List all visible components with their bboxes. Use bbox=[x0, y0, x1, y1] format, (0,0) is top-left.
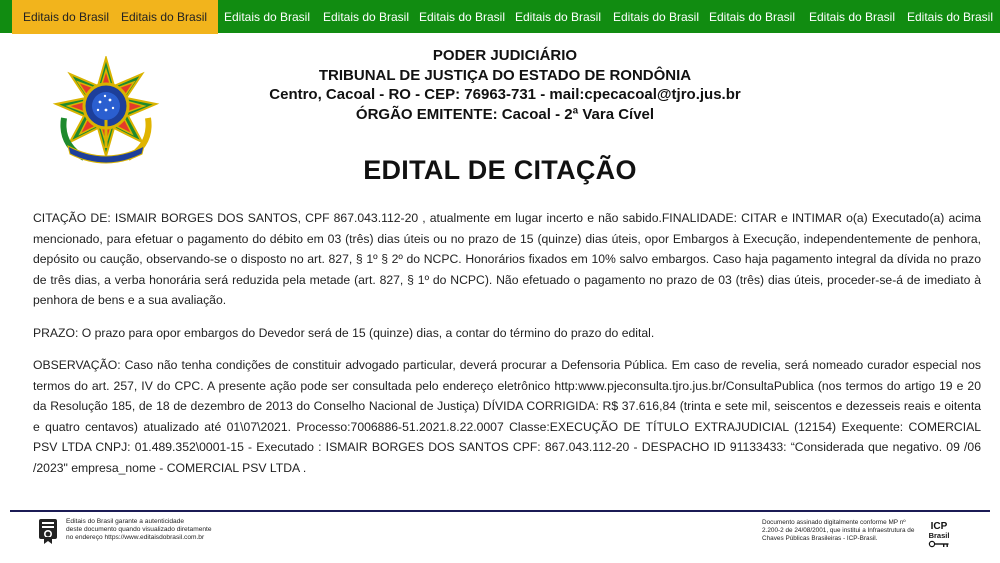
nav-tab-9[interactable]: Editais do Brasil bbox=[808, 9, 896, 24]
icp-logo-top: ICP bbox=[930, 521, 948, 532]
nav-tab-group-active bbox=[12, 0, 218, 34]
footer-right-line: 2.200-2 de 24/08/2001, que institui a Infraestrutura de bbox=[762, 527, 915, 534]
header-line-address: Centro, Cacoal - RO - CEP: 76963-731 - mail:cpecacoal@tjro.jus.br bbox=[269, 86, 741, 103]
footer-left-line: no endereço https://www.editaisdobrasil.com.br bbox=[66, 534, 205, 542]
header-line-issuer: ÓRGÃO EMITENTE: Cacoal - 2ª Vara Cível bbox=[355, 105, 655, 123]
paragraph-observation: OBSERVAÇÃO: Caso não tenha condições de constituir advogado particular, deverá procurar a Defensoria Pública. Em caso de revelia, será nomeado curador especial nos termos do art. 257, IV do CPC. A presente ação pode ser consultada pelo endereço eletrônico http:www.pjeconsulta.tjro.jus.br/ConsultaPublica (nos termos do artigo 19 e 20 da Resolução 185, de 18 de dezembro de 2013 do Conselho Nacional de Justiça) DÍVIDA CORRIGIDA: R$ 37.616,84 (trinta e sete mil, seiscentos e dezesseis reais e oitenta e quatro centavos) atualizado até 01\07\2021. Processo:7006886-51.2021.8.22.0007 Classe:EXECUÇÃO DE TÍTULO EXTRAJUDICIAL (12154) Exequente: COMERCIAL PSV LTDA CNPJ: 01.489.352\0001-15 - Executado : ISMAIR BORGES DOS SANTOS CPF: 867.043.112-20 - DESPACHO ID 91133433: “Considerada que negativo. 09 /06 /2023" empresa_nome - COMERCIAL PSV LTDA . bbox=[33, 358, 981, 475]
nav-tab-7[interactable]: Editais do Brasil bbox=[612, 9, 700, 24]
footer-left-line: Editais do Brasil garante a autenticidade bbox=[66, 518, 185, 525]
nav-tab-6[interactable]: Editais do Brasil bbox=[514, 9, 602, 24]
brazil-coat-of-arms-icon bbox=[50, 56, 162, 168]
paragraph-citation: CITAÇÃO DE: ISMAIR BORGES DOS SANTOS, CPF 867.043.112-20 , atualmente em lugar incerto e não sabido.FINALIDADE: CITAR e INTIMAR o(a) Executado(a) acima mencionado, para efetuar o pagamento do débito em 03 (três) dias úteis ou no prazo de 15 (quinze) dias úteis, opor Embargos à Execução, independentemente de penhora, depósito ou caução, observando-se o disposto no art. 827, § 1º § 2º do NCPC. Honorários fixados em 10% salvo embargos. Caso haja pagamento integral da dívida no prazo de três dias, a verba honorária será reduzida pela metade (art. 827, § 1º do NCPC). Não efetuado o pagamento no prazo de 03 (três) dias úteis, proceder-se-á de imediato à penhora de bens e a sua avaliação. bbox=[33, 211, 981, 307]
nav-tab-4[interactable]: Editais do Brasil bbox=[322, 9, 410, 24]
court-header bbox=[240, 46, 770, 124]
footer-signature-text bbox=[762, 519, 922, 543]
footer-left-line: deste documento quando visualizado diretamente bbox=[66, 526, 212, 534]
nav-tab-1[interactable]: Editais do Brasil bbox=[22, 10, 109, 24]
icp-logo-bottom: Brasil bbox=[928, 531, 950, 540]
nav-tab-8[interactable]: Editais do Brasil bbox=[708, 9, 796, 24]
nav-tab-3[interactable]: Editais do Brasil bbox=[223, 9, 311, 24]
footer-divider bbox=[10, 510, 990, 512]
certificate-document-icon bbox=[38, 518, 58, 544]
header-line-judiciary: PODER JUDICIÁRIO bbox=[432, 47, 578, 64]
icp-brasil-logo-icon bbox=[926, 519, 952, 549]
document-title: EDITAL DE CITAÇÃO bbox=[363, 155, 637, 185]
footer-signature bbox=[762, 519, 952, 549]
nav-tab-5[interactable]: Editais do Brasil bbox=[418, 9, 506, 24]
paragraph-deadline: PRAZO: O prazo para opor embargos do Devedor será de 15 (quinze) dias, a contar do término do prazo do edital. bbox=[33, 325, 655, 340]
footer-authenticity bbox=[38, 518, 212, 544]
nav-tab-10[interactable]: Editais do Brasil bbox=[906, 9, 994, 24]
top-nav-bar bbox=[0, 0, 1000, 33]
footer-right-line: Documento assinado digitalmente conforme MP nº bbox=[762, 519, 906, 526]
header-line-court: TRIBUNAL DE JUSTIÇA DO ESTADO DE RONDÔNIA bbox=[318, 66, 692, 84]
footer-right-line: Chaves Públicas Brasileiras - ICP-Brasil. bbox=[762, 535, 878, 542]
nav-tab-2[interactable]: Editais do Brasil bbox=[121, 10, 208, 24]
document-body bbox=[33, 208, 981, 490]
footer-authenticity-text bbox=[66, 518, 212, 543]
